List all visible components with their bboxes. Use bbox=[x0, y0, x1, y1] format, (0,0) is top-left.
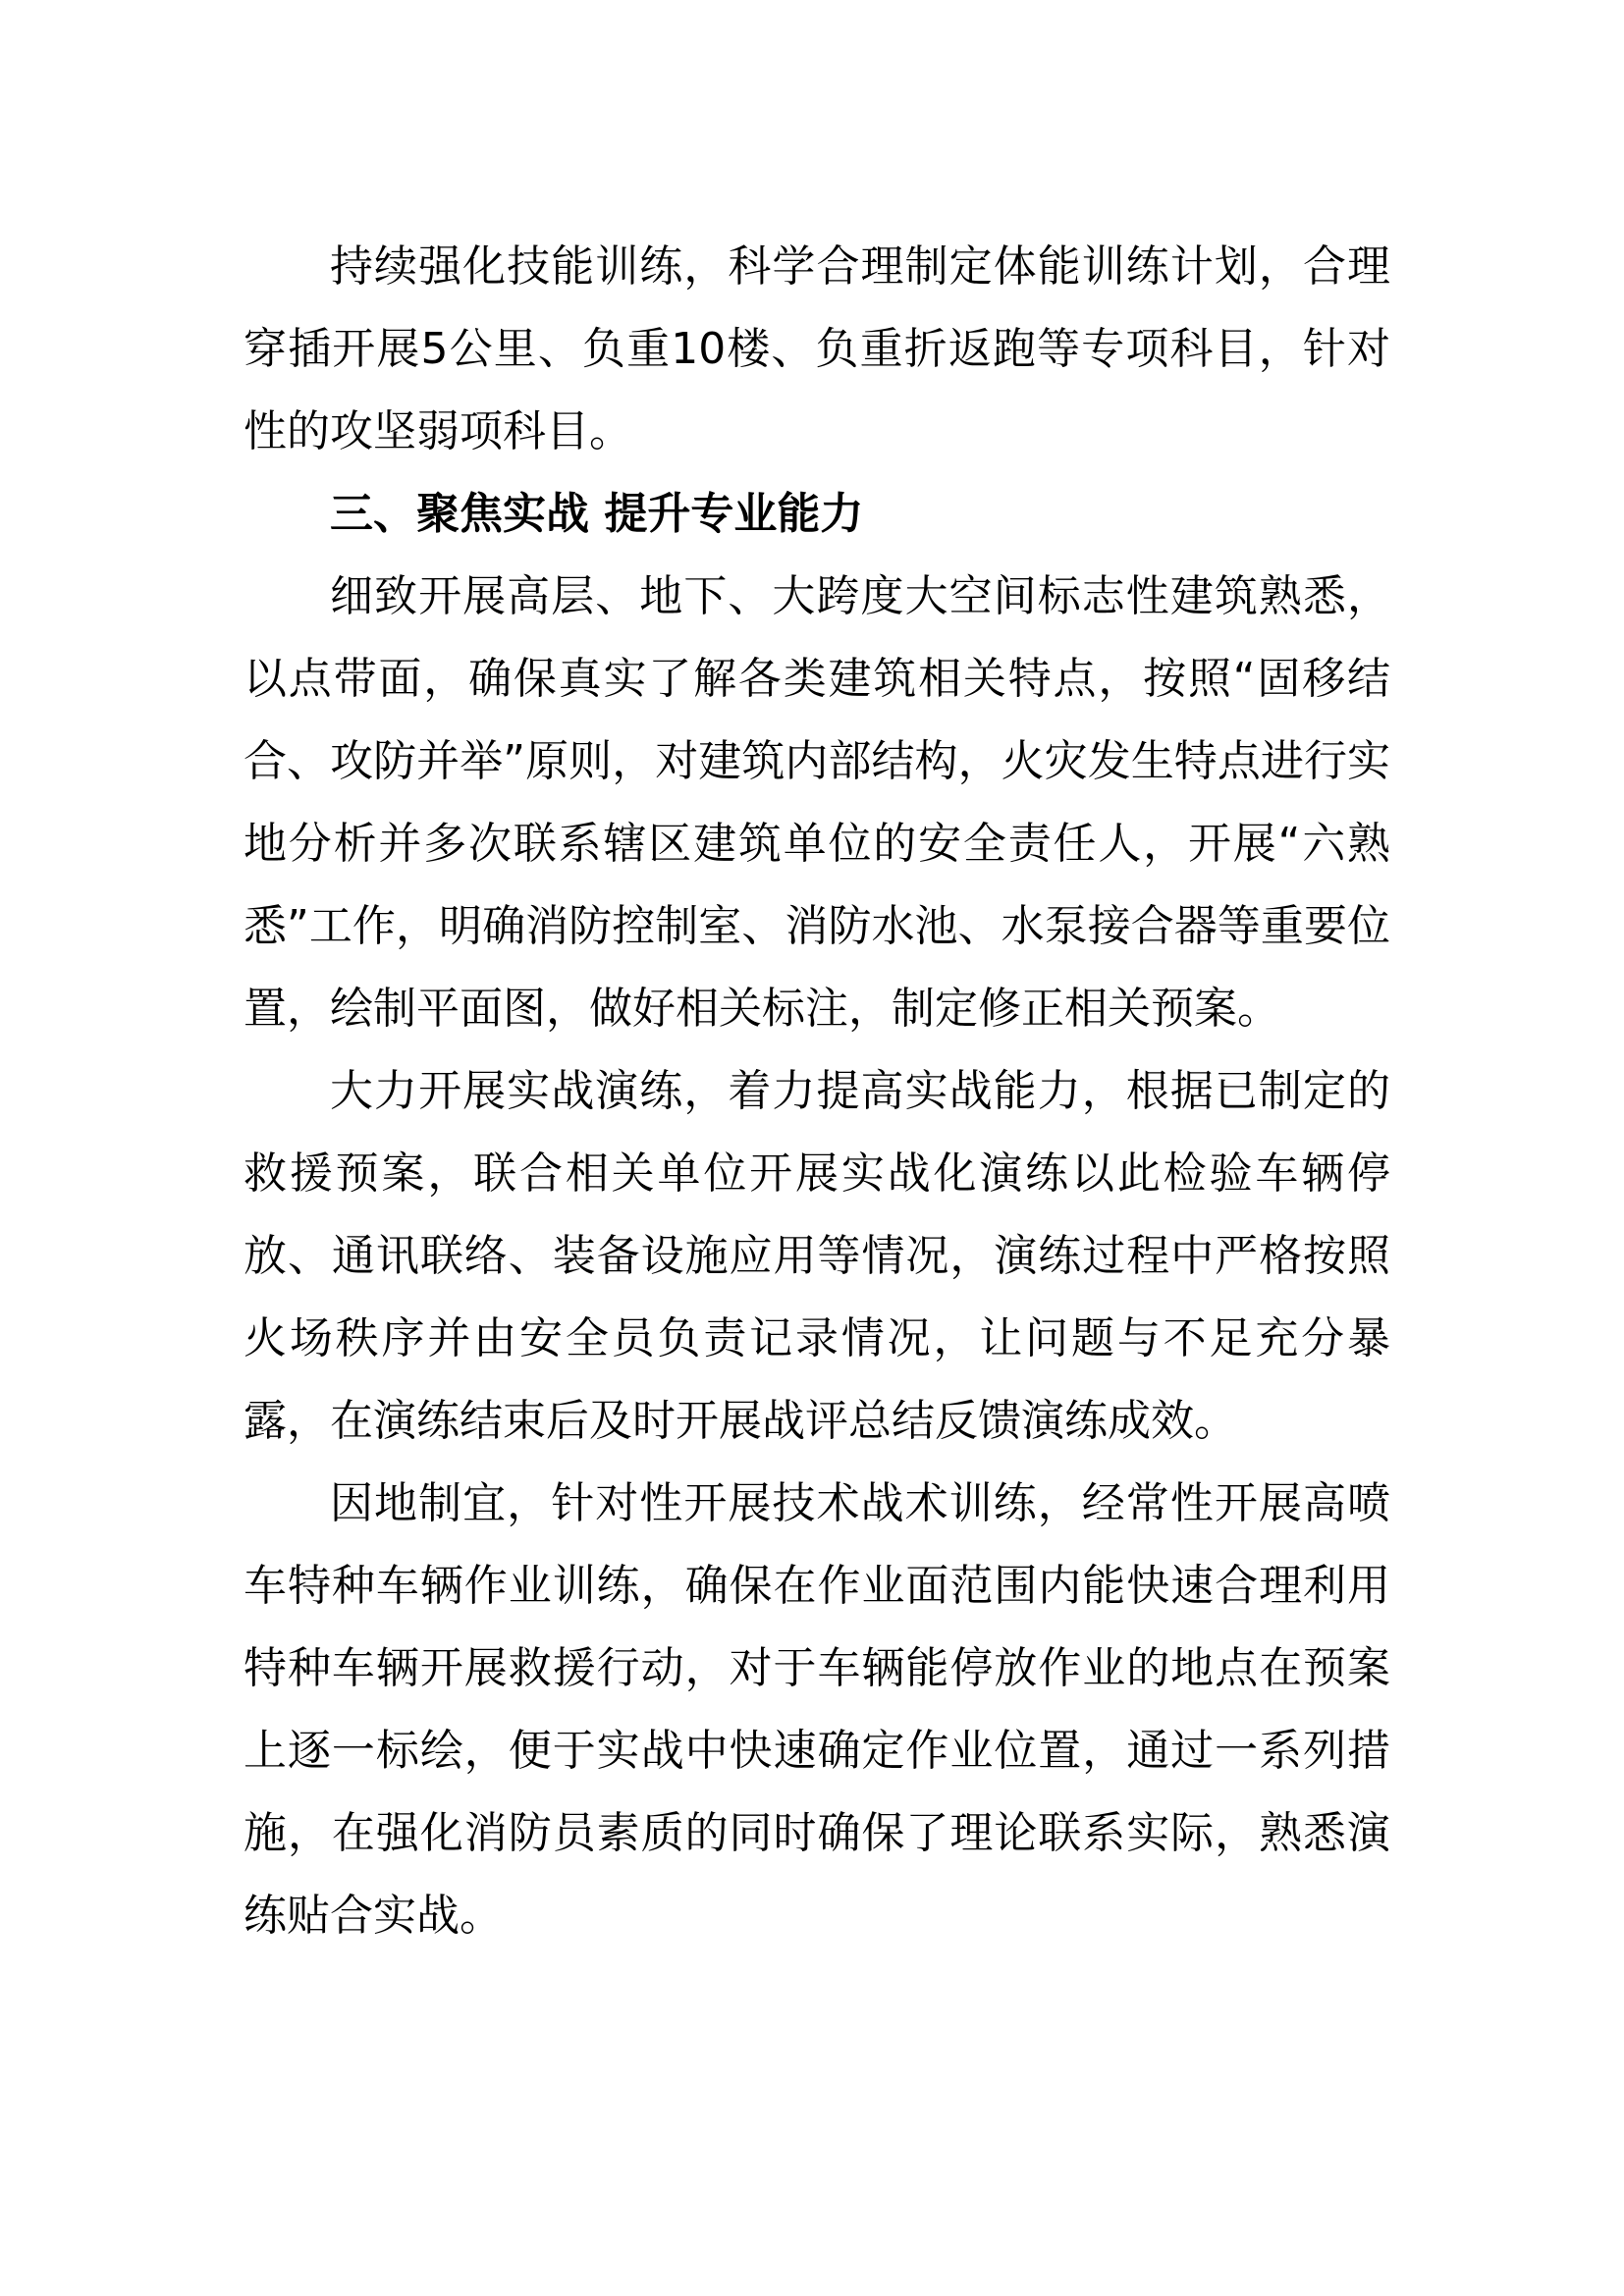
paragraph-tactical-training: 因地制宜，针对性开展技术战术训练，经常性开展高喷车特种车辆作业训练，确保在作业面范围内能快速合理利用特种车辆开展救援行动，对于车辆能停放作业的地点在预案上逐一标绘，便于实战中快速确定作业位置，通过一系列措施，在强化消防员素质的同时确保了理论联系实际，熟悉演练贴合实战。 bbox=[244, 1478, 1390, 1941]
document-body bbox=[244, 226, 1390, 1957]
paragraph-skill-training: 持续强化技能训练，科学合理制定体能训练计划，合理穿插开展5公里、负重10楼、负重折返跑等专项科目，针对性的攻坚弱项科目。 bbox=[244, 241, 1390, 456]
paragraph-drill-exercises: 大力开展实战演练，着力提高实战能力，根据已制定的救援预案，联合相关单位开展实战化演练以此检验车辆停放、通讯联络、装备设施应用等情况，演练过程中严格按照火场秩序并由安全员负责记录情况，让问题与不足充分暴露，在演练结束后及时开展战评总结反馈演练成效。 bbox=[244, 1066, 1390, 1446]
paragraph-building-familiarization: 细致开展高层、地下、大跨度大空间标志性建筑熟悉，以点带面，确保真实了解各类建筑相关特点，按照“固移结合、攻防并举”原则，对建筑内部结构，火灾发生特点进行实地分析并多次联系辖区建筑单位的安全责任人，开展“六熟悉”工作，明确消防控制室、消防水池、水泵接合器等重要位置，绘制平面图，做好相关标注，制定修正相关预案。 bbox=[244, 571, 1390, 1034]
section-heading-3: 三、聚焦实战 提升专业能力 bbox=[330, 489, 864, 539]
